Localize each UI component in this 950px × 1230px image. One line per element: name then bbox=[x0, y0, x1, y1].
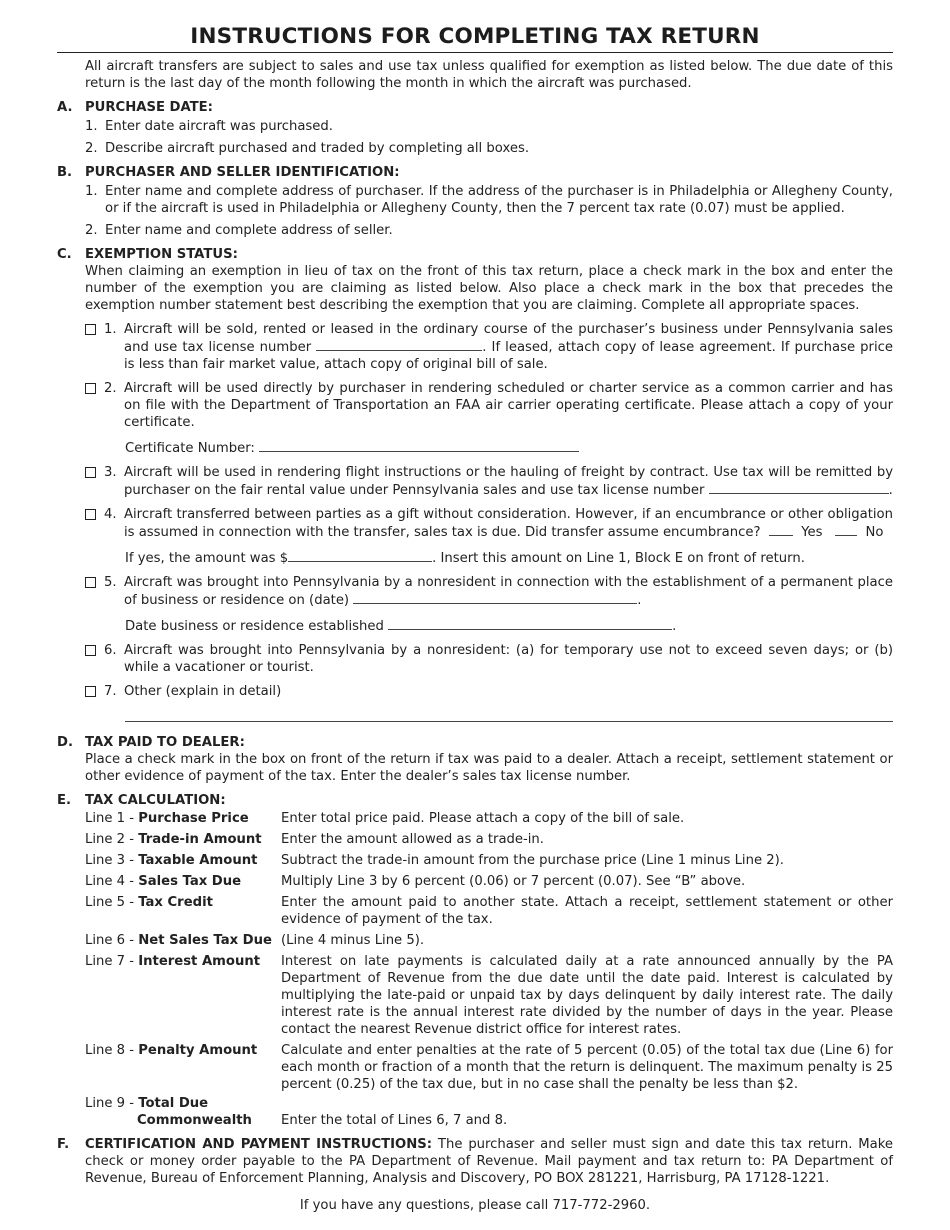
exemption-6-checkbox[interactable] bbox=[85, 645, 96, 656]
section-b bbox=[57, 164, 893, 239]
residence-date-field[interactable] bbox=[353, 591, 637, 604]
section-letter: D. bbox=[57, 735, 73, 750]
no-blank[interactable] bbox=[835, 523, 857, 536]
tax-line-7: Line 7 - Interest Amount Interest on late payments is calculated daily at a rate announced annually by the PA Department of Revenue from the due date until the date paid. Interest is calculated by multiplying the late-paid or unpaid tax by days delinquent by daily interest rate. The daily interest rate is the annual interest rate divided by the number of days in the year. Please contact the nearest Revenue district office for interest rates. bbox=[85, 954, 893, 1037]
exemption-item-2: 2. Aircraft will be used directly by purchaser in rendering scheduled or charter service as a common carrier and has on file with the Department of Transportation an FAA air carrier operating certificate. Please attach a copy of your certificate. bbox=[85, 380, 893, 431]
exemption-item-4: 4. Aircraft transferred between parties as a gift without consideration. However, if an encumbrance or other obligation is assumed in connection with the transfer, sales tax is due. Did transfer assume encumbrance? Yes No bbox=[85, 506, 893, 541]
section-f bbox=[57, 1136, 893, 1187]
exemption-7-checkbox[interactable] bbox=[85, 686, 96, 697]
certificate-number-row bbox=[125, 439, 893, 457]
exemption-3-checkbox[interactable] bbox=[85, 467, 96, 478]
exemption-5-checkbox[interactable] bbox=[85, 577, 96, 588]
section-title: EXEMPTION STATUS: bbox=[85, 247, 238, 262]
section-letter: C. bbox=[57, 247, 72, 262]
tax-line-5: Line 5 - Tax Credit Enter the amount paid to another state. Attach a receipt, settlement statement or other evidence of payment of the tax. bbox=[85, 895, 893, 927]
yes-blank[interactable] bbox=[769, 523, 793, 536]
contact-footer: If you have any questions, please call 717-772-2960. bbox=[299, 1198, 651, 1213]
exemption-2-checkbox[interactable] bbox=[85, 383, 96, 394]
section-letter: B. bbox=[57, 165, 73, 180]
list-item: 1. Enter name and complete address of purchaser. If the address of the purchaser is in Philadelphia or Allegheny County, or if the aircraft is used in Philadelphia or Allegheny County, then the 7 percent tax rate (0.07) must be applied. bbox=[85, 184, 893, 216]
certification-text: CERTIFICATION AND PAYMENT INSTRUCTIONS: The purchaser and seller must sign and date this tax return. Make check or money order payable to the PA Department of Revenue. Mail payment and tax return to: PA Department of Revenue, Bureau of Enforcement Planning, Analysis and Discovery, PO BOX 281221, Harrisburg, PA 17128-1221. bbox=[85, 1137, 893, 1186]
section-letter: A. bbox=[57, 100, 73, 115]
exemption-intro: When claiming an exemption in lieu of tax on the front of this tax return, place a check mark in the box and enter the number of the exemption you are claiming as listed below. Also place a check mark in the box that precedes the exemption number statement best describing the exemption that you are claiming. Complete all appropriate spaces. bbox=[85, 264, 893, 313]
license-number-field[interactable] bbox=[709, 481, 889, 494]
section-d bbox=[57, 734, 893, 785]
tax-line-6: Line 6 - Net Sales Tax Due (Line 4 minus Line 5). bbox=[85, 933, 425, 948]
date-established-field[interactable] bbox=[388, 617, 672, 630]
encumbrance-amount-row: If yes, the amount was $ . Insert this amount on Line 1, Block E on front of return. bbox=[125, 551, 805, 566]
section-c bbox=[57, 246, 893, 722]
section-title: CERTIFICATION AND PAYMENT INSTRUCTIONS: bbox=[85, 1137, 433, 1152]
section-title: TAX PAID TO DEALER: bbox=[85, 735, 245, 750]
exemption-item-5: 5. Aircraft was brought into Pennsylvania by a nonresident in connection with the establishment of a permanent place of business or residence on (date) . bbox=[85, 574, 893, 609]
license-number-field[interactable] bbox=[316, 338, 482, 351]
yes-label: Yes bbox=[801, 525, 823, 540]
section-title: TAX CALCULATION: bbox=[85, 793, 226, 808]
no-label: No bbox=[865, 525, 884, 540]
exemption-item-3: 3. Aircraft will be used in rendering flight instructions or the hauling of freight by contract. Use tax will be remitted by purchaser on the fair rental value under Pennsylvania sales and use tax license number . bbox=[85, 464, 893, 499]
tax-line-2: Line 2 - Trade-in Amount Enter the amount allowed as a trade-in. bbox=[85, 832, 544, 847]
section-title: PURCHASE DATE: bbox=[85, 100, 213, 115]
exemption-4-checkbox[interactable] bbox=[85, 509, 96, 520]
tax-line-9: Line 9 - Total Due Commonwealth Enter the total of Lines 6, 7 and 8. bbox=[85, 1096, 508, 1128]
list-item: 1. Enter date aircraft was purchased. bbox=[85, 119, 333, 134]
other-explanation-line[interactable] bbox=[125, 721, 893, 722]
encumbrance-amount-field[interactable] bbox=[288, 549, 432, 562]
section-a bbox=[57, 99, 893, 157]
certificate-number-field[interactable] bbox=[259, 439, 579, 452]
exemption-item-1: 1. Aircraft will be sold, rented or leased in the ordinary course of the purchaser’s business under Pennsylvania sales and use tax license number . If leased, attach copy of lease agreement. If purchase price is less than fair market value, attach copy of original bill of sale. bbox=[85, 321, 893, 373]
instructions-page bbox=[57, 22, 893, 1214]
section-letter: F. bbox=[57, 1137, 70, 1152]
tax-line-8: Line 8 - Penalty Amount Calculate and enter penalties at the rate of 5 percent (0.05) of the total tax due (Line 6) for each month or fraction of a month that the return is delinquent. The maximum penalty is 25 percent (0.25) of the tax due, but in no case shall the penalty be less than $2. bbox=[85, 1043, 893, 1092]
section-title: PURCHASER AND SELLER IDENTIFICATION: bbox=[85, 165, 400, 180]
exemption-1-checkbox[interactable] bbox=[85, 324, 96, 335]
tax-line-4: Line 4 - Sales Tax Due Multiply Line 3 by 6 percent (0.06) or 7 percent (0.07). See “B” above. bbox=[85, 874, 746, 889]
list-item: 2. Describe aircraft purchased and traded by completing all boxes. bbox=[85, 141, 530, 156]
section-letter: E. bbox=[57, 793, 72, 808]
dealer-text: Place a check mark in the box on front of the return if tax was paid to a dealer. Attach a receipt, settlement statement or other evidence of payment of the tax. Enter the dealer’s sales tax license number. bbox=[85, 752, 893, 784]
intro-text: All aircraft transfers are subject to sales and use tax unless qualified for exemption as listed below. The due date of this return is the last day of the month following the month in which the aircraft was purchased. bbox=[85, 59, 893, 91]
certificate-number-label: Certificate Number: bbox=[125, 441, 255, 456]
exemption-item-7: 7. Other (explain in detail) bbox=[85, 683, 893, 700]
list-item: 2. Enter name and complete address of seller. bbox=[85, 223, 393, 238]
exemption-item-6: 6. Aircraft was brought into Pennsylvania by a nonresident: (a) for temporary use not to exceed seven days; or (b) while a vacationer or tourist. bbox=[85, 642, 893, 676]
page-title: INSTRUCTIONS FOR COMPLETING TAX RETURN bbox=[190, 24, 760, 49]
section-e bbox=[57, 792, 893, 1129]
tax-line-3: Line 3 - Taxable Amount Subtract the trade-in amount from the purchase price (Line 1 minus Line 2). bbox=[85, 853, 784, 868]
title-rule bbox=[57, 52, 893, 53]
tax-line-1: Line 1 - Purchase Price Enter total price paid. Please attach a copy of the bill of sale. bbox=[85, 811, 685, 826]
date-established-row: Date business or residence established . bbox=[125, 619, 677, 634]
